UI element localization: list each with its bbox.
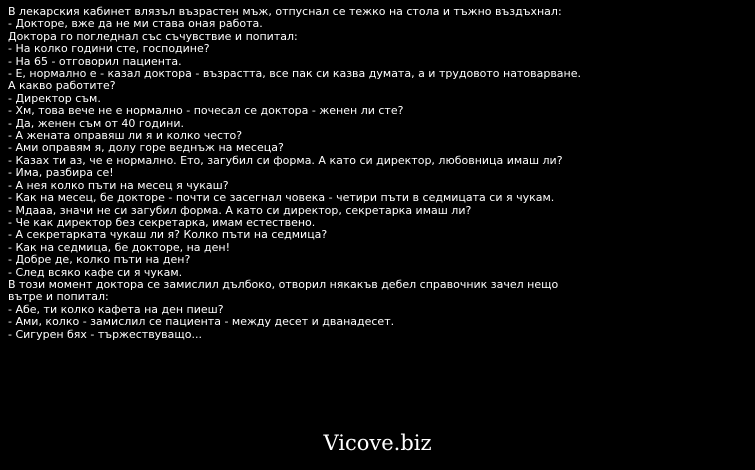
joke-line: - Е, нормално е - казал доктора - възрастта, все пак си казва думата, а и трудовото натоварване. [8,67,581,81]
joke-line: - Че как директор без секретарка, имам естествено. [8,215,316,229]
joke-line: - А жената оправяш ли я и колко често? [8,129,243,143]
joke-line: - Ами оправям я, долу горе веднъж на месеца? [8,141,284,155]
joke-text [8,6,753,341]
site-watermark: Vicove.biz [323,431,432,455]
joke-line: - Има, разбира се! [8,166,114,180]
joke-line: В този момент доктора се замислил дълбоко, отворил някакъв дебел справочник зачел нещо [8,277,559,291]
joke-line: - Директор съм. [8,91,101,105]
joke-line: В лекарския кабинет влязъл възрастен мъж, отпуснал се тежко на стола и тъжно въздъхнал: [8,5,562,18]
joke-line: - Добре де, колко пъти на ден? [8,253,191,267]
joke-line: - Ами, колко - замислил се пациента - между десет и дванадесет. [8,315,395,329]
joke-line: - На колко години сте, господине? [8,42,210,56]
joke-line: - Казах ти аз, че е нормално. Ето, загубил си форма. А като си директор, любовница имаш ли? [8,153,563,167]
joke-line: Доктора го погледнал със съчувствие и попитал: [8,29,298,43]
joke-line: - Докторе, вже да не ми става оная работа. [8,17,263,31]
joke-line: - Абе, ти колко кафета на ден пиеш? [8,302,224,316]
joke-line: - А нея колко пъти на месец я чукаш? [8,178,229,192]
joke-line: - След всяко кафе си я чукам. [8,265,183,279]
joke-line: - А секретарката чукаш ли я? Колко пъти на седмица? [8,228,328,242]
joke-line: А какво работите? [8,79,116,93]
joke-line: - Как на месец, бе докторе - почти се засегнал човека - четири пъти в седмицата си я чукам. [8,191,555,205]
joke-line: - На 65 - отговорил пациента. [8,54,182,68]
joke-line: вътре и попитал: [8,290,109,304]
joke-line: - Хм, това вече не е нормално - почесал се доктора - женен ли сте? [8,104,404,118]
joke-line: - Сигурен бях - тържествуващо... [8,327,202,341]
joke-line: - Да, женен съм от 40 години. [8,116,184,130]
joke-line: - Как на седмица, бе докторе, на ден! [8,240,230,254]
joke-line: - Мдааа, значи не си загубил форма. А като си директор, секретарка имаш ли? [8,203,472,217]
